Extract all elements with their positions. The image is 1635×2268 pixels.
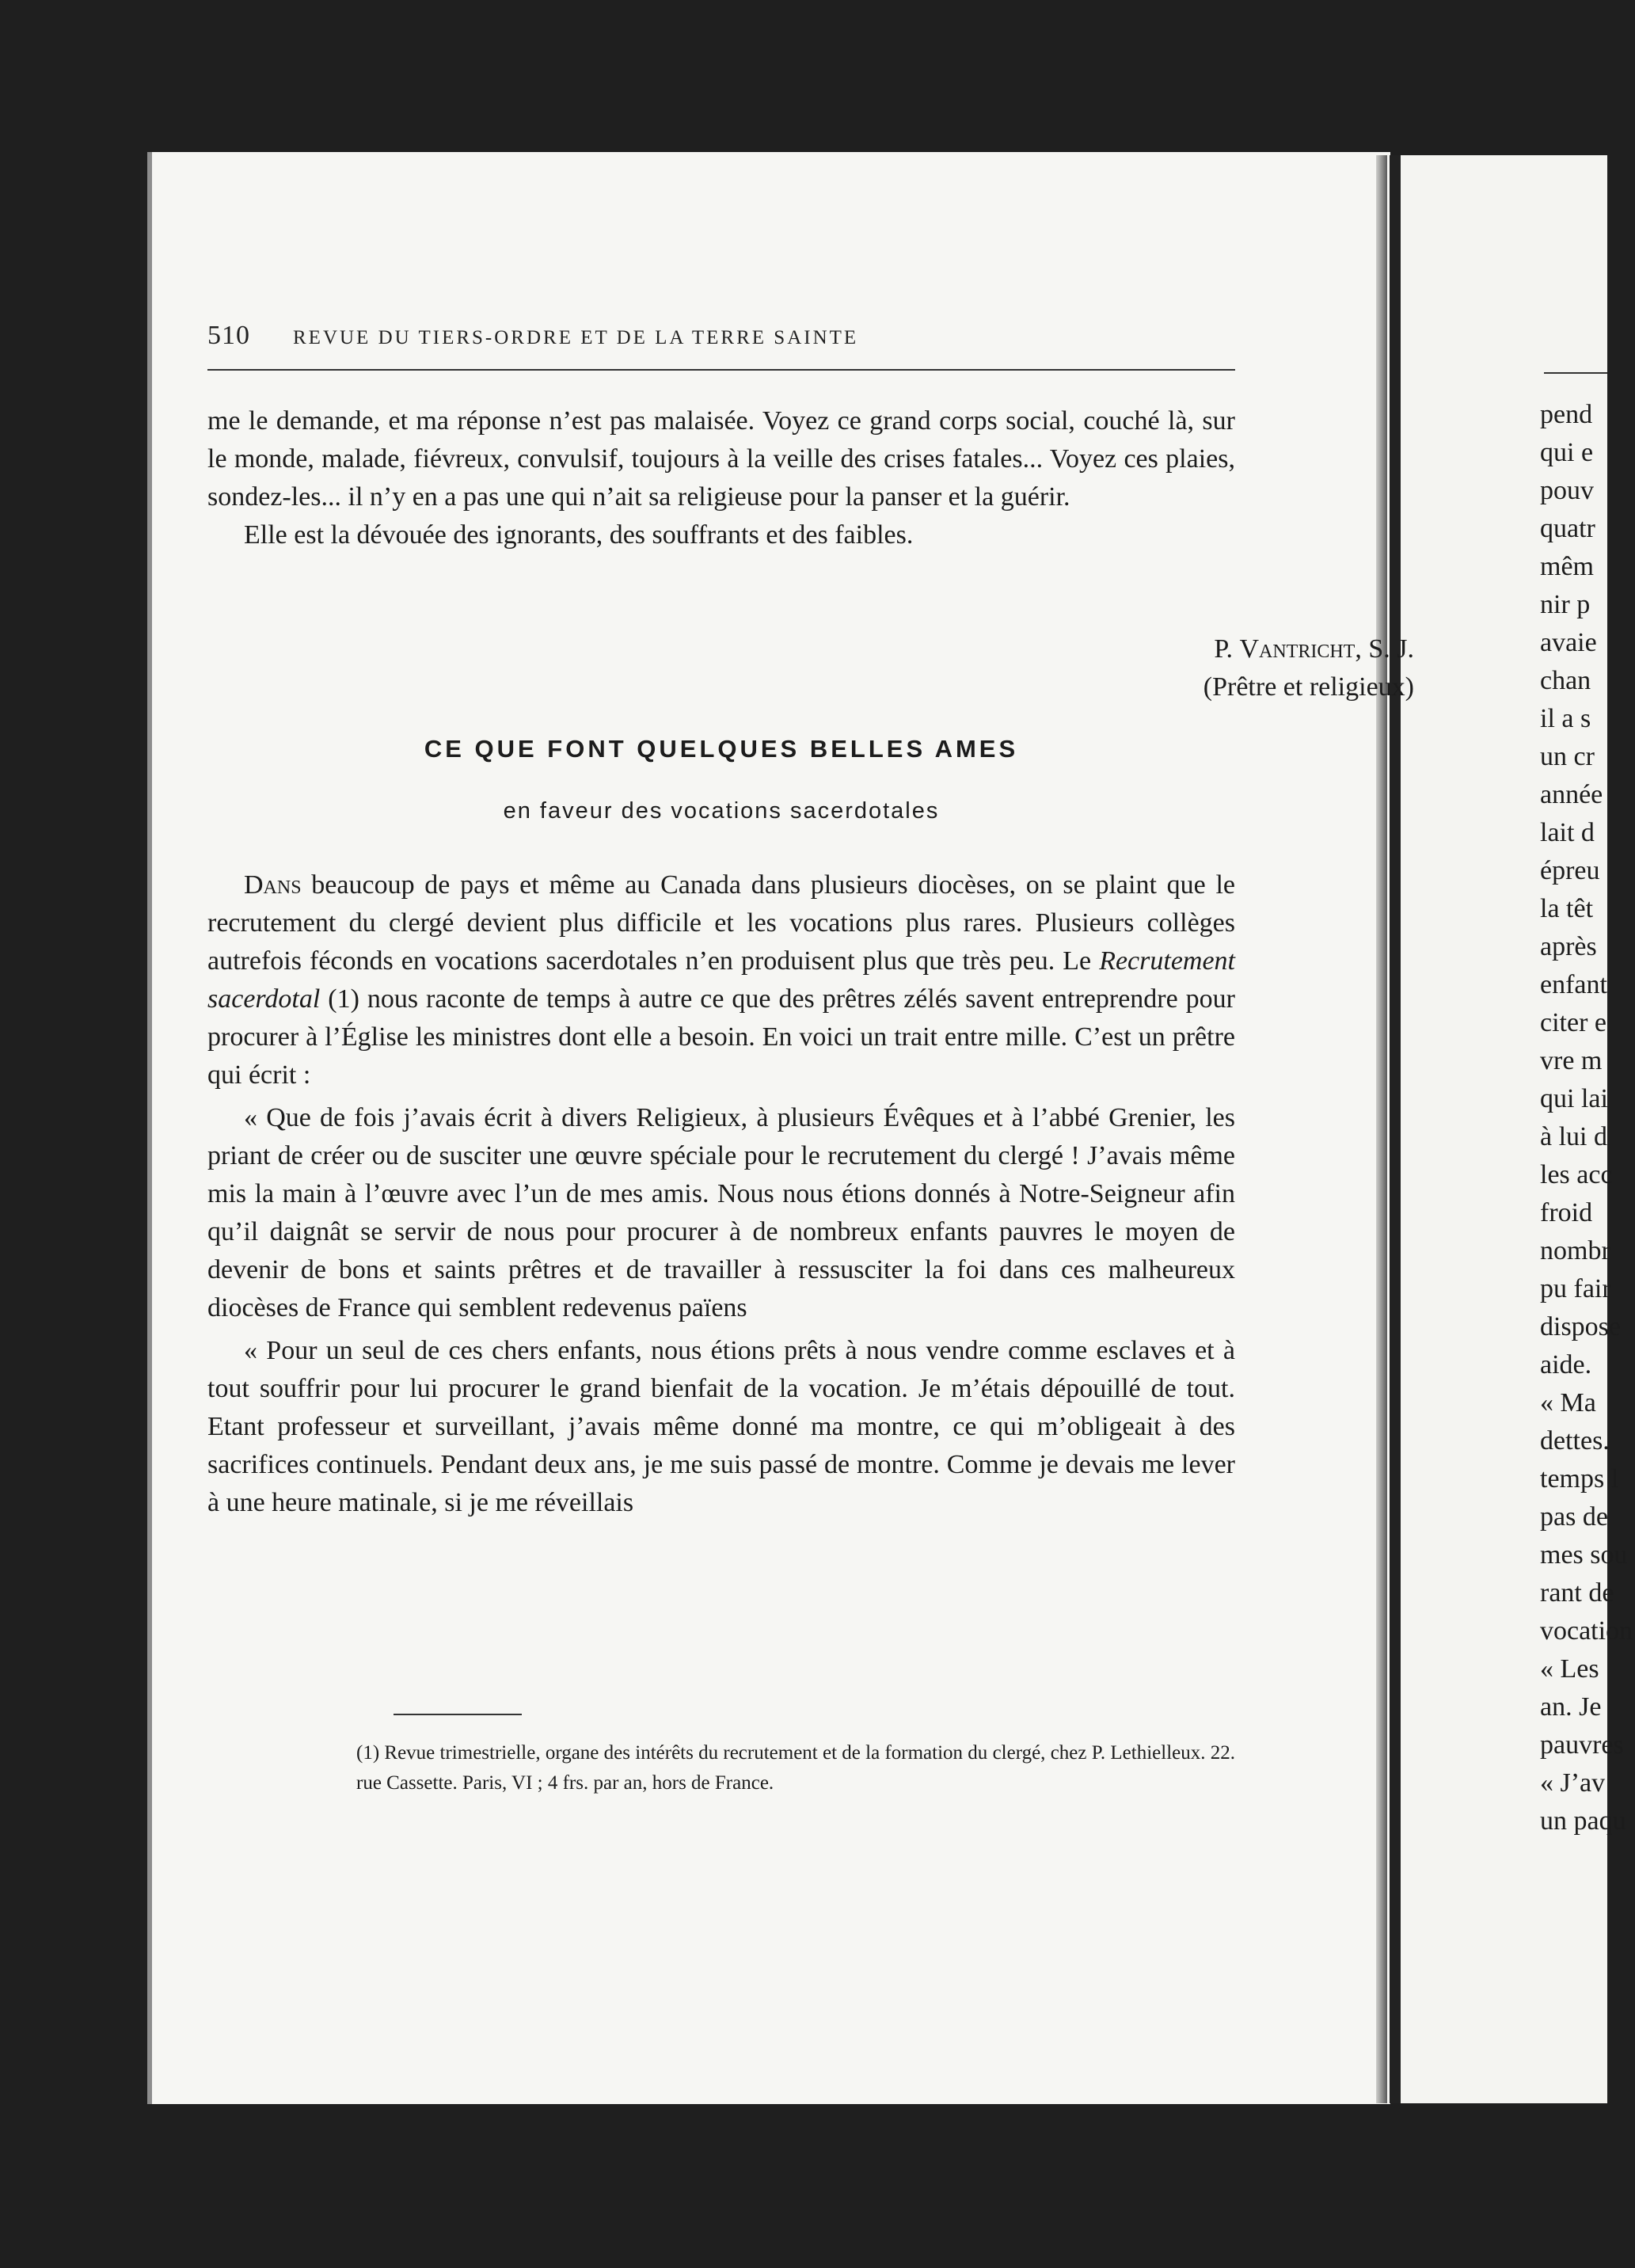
right-page-line: lait d [1540,818,1595,847]
right-page-line: chan [1540,666,1591,695]
journal-reference: Recrutement sacerdotal [207,946,1235,1014]
opening-paragraph-block [207,402,1235,554]
signature-name: P. Vantricht, S. J. [1214,634,1414,664]
right-page-line: dispose [1540,1312,1621,1341]
right-page-line: quatr [1540,514,1595,543]
article-paragraph-1: Dans beaucoup de pays et même au Canada dans plusieurs diocèses, on se plaint que le recrutement du clergé devient plus difficile et les vocations plus rares. Plusieurs collèges autrefois féconds en vocations sacerdotales n’en produisent plus que très peu. Le Recrutement sacerdotal (1) nous raconte de temps à autre ce que des prêtres zélés savent entreprendre pour procurer à l’Église les ministres dont elle a besoin. En voici un trait entre mille. C’est un prêtre qui écrit : [207,870,1235,1090]
journal-title: REVUE DU TIERS-ORDRE ET DE LA TERRE SAINTE [293,327,859,348]
article-paragraph-2: « Que de fois j’avais écrit à divers Religieux, à plusieurs Évêques et à l’abbé Grenier, les priant de créer ou de susciter une œuvre spéciale pour le recrutement du clergé ! J’avais même mis la main à l’œuvre avec l’un de mes amis. Nous nous étions donnés à Notre-Seigneur afin qu’il daignât se servir de nous pour procurer à de nombreux enfants pauvres le moyen de devenir de bons et saints prêtres et de travailler à ressusciter la foi dans ces malheureux diocèses de France qui semblent redevenus païens [207,1103,1235,1322]
book-gutter [1376,155,1387,2103]
right-page-line: « J’av [1540,1768,1606,1798]
right-page-line: un cr [1540,742,1595,771]
right-page-line: il a s [1540,704,1591,733]
right-page-line: « Ma [1540,1388,1596,1418]
right-page-line: les acc [1540,1160,1613,1189]
right-page-line: la têt [1540,894,1594,923]
right-page-line: aide. [1540,1350,1592,1379]
running-head [207,321,1235,351]
right-page-line: un paqu [1540,1806,1626,1836]
right-page-line: pas de [1540,1502,1608,1532]
article-body [207,866,1235,1522]
right-page-line: qui e [1540,438,1594,467]
right-page-line: mes sou [1540,1540,1628,1570]
right-page-line: an. Je [1540,1692,1602,1722]
right-page-line: à lui d [1540,1122,1607,1151]
signature-role: (Prêtre et religieux) [1203,672,1414,702]
right-page-line: temps l [1540,1464,1619,1494]
page-number: 510 [207,321,250,350]
footnote-rule [394,1714,522,1715]
right-page-line: dettes. [1540,1426,1610,1456]
right-page-line: vocation [1540,1616,1633,1646]
signature [1203,630,1414,706]
right-page-line: pu fair [1540,1274,1611,1303]
right-page-line: année [1540,780,1603,809]
right-page-line: pauvres [1540,1730,1624,1760]
right-page-line: rant de [1540,1578,1614,1608]
right-page-line: nombr [1540,1236,1610,1265]
right-page-line: après [1540,932,1597,961]
right-page-line: épreu [1540,856,1600,885]
article-title: CE QUE FONT QUELQUES BELLES AMES [424,735,1019,763]
opening-paragraph: me le demande, et ma réponse n’est pas malaisée. Voyez ce grand corps social, couché là, sur le monde, malade, fiévreux, convulsif, toujours à la veille des crises fatales... Voyez ces plaies, sondez-les... il n’y en a pas une qui n’ait sa religieuse pour la panser et la guérir. [207,406,1235,512]
right-page-line: pouv [1540,476,1594,505]
right-page-header-rule [1544,372,1607,374]
closing-line: Elle est la dévouée des ignorants, des souffrants et des faibles. [244,520,914,550]
right-page-text [1540,396,1635,1840]
right-page-line: avaie [1540,628,1597,657]
header-rule [207,369,1235,371]
right-page-line: vre m [1540,1046,1603,1075]
right-page-line: froid [1540,1198,1593,1227]
right-page-line: pend [1540,400,1593,429]
right-page-line: mêm [1540,552,1594,581]
article-subtitle: en faveur des vocations sacerdotales [503,798,940,824]
right-page-line: qui lai [1540,1084,1608,1113]
article-paragraph-3: « Pour un seul de ces chers enfants, nous étions prêts à nous vendre comme esclaves et à tout souffrir pour lui procurer le grand bienfait de la vocation. Je m’étais dépouillé de tout. Etant professeur et surveillant, j’avais même donné ma montre, ce qui m’obligeait à des sacrifices continuels. Pendant deux ans, je me suis passé de montre. Comme je devais me lever à une heure matinale, si je me réveillais [207,1336,1235,1517]
right-page-line: nir p [1540,590,1591,619]
right-page-line: « Les [1540,1654,1599,1684]
right-page-line: enfant [1540,970,1607,999]
right-page-line: citer e [1540,1008,1606,1037]
footnote: (1) Revue trimestrielle, organe des intérêts du recrutement et de la formation du clergé, chez P. Lethielleux. 22. rue Cassette. Paris, VI ; 4 frs. par an, hors de France. [356,1742,1235,1794]
